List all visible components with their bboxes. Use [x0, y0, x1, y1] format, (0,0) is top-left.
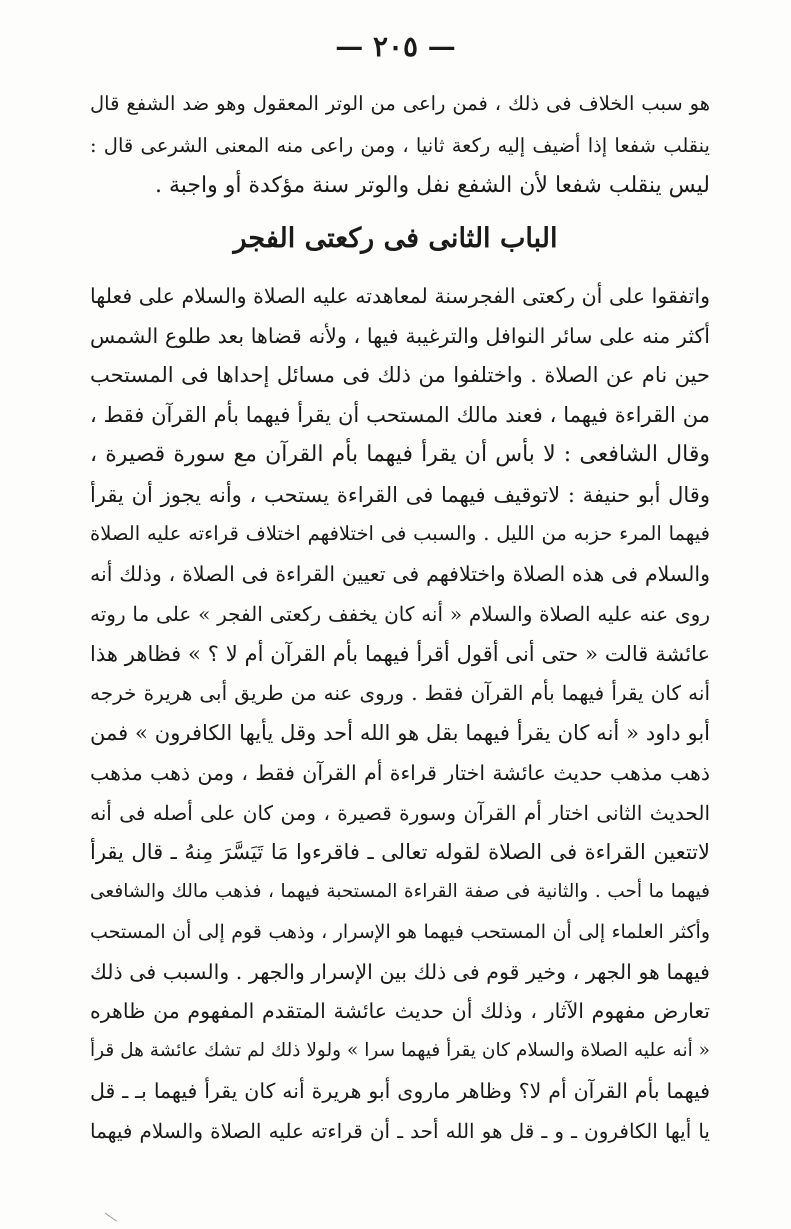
scan-mark	[105, 1201, 125, 1221]
text-line: من القراءة فيهما ، فعند مالك المستحب أن يقرأ فيهما بأم القرآن فقط ،	[90, 403, 710, 427]
text-line: تعارض مفهوم الآثار ، وذلك أن حديث عائشة المتقدم المفهوم من ظاهره	[90, 999, 710, 1023]
body-paragraph	[90, 278, 710, 1198]
text-line: فيهما بأم القرآن أم لا؟ وظاهر ماروى أبو هريرة أنه كان يقرأ فيهما بـ ـ قل	[90, 1079, 710, 1103]
text-line: وأكثر العلماء إلى أن المستحب فيهما هو الإسرار ، وذهب قوم إلى أن المستحب	[90, 921, 710, 943]
text-line: فيهما المرء حزبه من الليل . والسبب فى اختلافهم اختلاف قراءته عليه الصلاة	[90, 522, 710, 545]
text-line: ذهب مذهب حديث عائشة اختار قراءة أم القرآن فقط ، ومن ذهب مذهب	[90, 761, 710, 785]
text-line: ينقلب شفعا إذا أضيف إليه ركعة ثانيا ، ومن راعى منه المعنى الشرعى قال :	[90, 134, 710, 157]
text-line: أبو داود « أنه كان يقرأ فيهما بقل هو الله أحد وقل يأيها الكافرون » فمن	[90, 721, 710, 745]
chapter-title: الباب الثانى فى ركعتى الفجر	[233, 223, 558, 254]
page-number: — ٢٠٥ —	[335, 30, 456, 63]
intro-paragraph	[90, 86, 710, 206]
text-line: « أنه عليه الصلاة والسلام كان يقرأ فيهما سرا » ولولا ذلك لم تشك عائشة هل قرأ	[90, 1040, 710, 1061]
text-line: فيهما هو الجهر ، وخير قوم فى ذلك بين الإسرار والجهر . والسبب فى ذلك	[90, 960, 710, 984]
text-line: عائشة قالت « حتى أنى أقول أقرأ فيهما بأم القرآن أم لا ؟ » فظاهر هذا	[90, 642, 710, 666]
text-line: أنه كان يقرأ فيهما بأم القرآن فقط . وروى عنه من طريق أبى هريرة خرجه	[90, 681, 710, 705]
text-line: والسلام فى هذه الصلاة واختلافهم فى تعيين القراءة فى الصلاة ، وذلك أنه	[90, 562, 710, 586]
text-line: يا أيها الكافرون ـ و ـ قل هو الله أحد ـ أن قراءته عليه الصلاة والسلام فيهما	[90, 1119, 710, 1143]
text-line: فيهما ما أحب . والثانية فى صفة القراءة المستحبة فيهما ، فذهب مالك والشافعى	[90, 881, 710, 902]
text-line: هو سبب الخلاف فى ذلك ، فمن راعى من الوتر المعقول وهو ضد الشفع قال	[90, 92, 710, 115]
text-line: الحديث الثانى اختار أم القرآن وسورة قصيرة ، ومن كان على أصله فى أنه	[90, 801, 710, 825]
text-line: واتفقوا على أن ركعتى الفجرسنة لمعاهدته عليه الصلاة والسلام على فعلها	[90, 284, 710, 308]
text-line: ليس ينقلب شفعا لأن الشفع نفل والوتر سنة مؤكدة أو واجبة .	[155, 173, 710, 198]
text-line: وقال الشافعى : لا بأس أن يقرأ فيهما بأم القرآن مع سورة قصيرة ،	[90, 442, 710, 467]
text-line: أكثر منه على سائر النوافل والترغيبة فيها ، ولأنه قضاها بعد طلوع الشمس	[90, 324, 710, 348]
text-line: وقال أبو حنيفة : لاتوقيف فيهما فى القراءة يستحب ، وأنه يجوز أن يقرأ	[90, 483, 710, 507]
text-line: روى عنه عليه الصلاة والسلام « أنه كان يخفف ركعتى الفجر » على ما روته	[90, 602, 710, 626]
text-line: لاتتعين القراءة فى الصلاة لقوله تعالى ـ فاقرءوا مَا تَيَسَّرَ مِنهُ ـ قال يقرأ	[90, 840, 710, 864]
text-line: حين نام عن الصلاة . واختلفوا من ذلك فى مسائل إحداها فى المستحب	[90, 363, 710, 387]
